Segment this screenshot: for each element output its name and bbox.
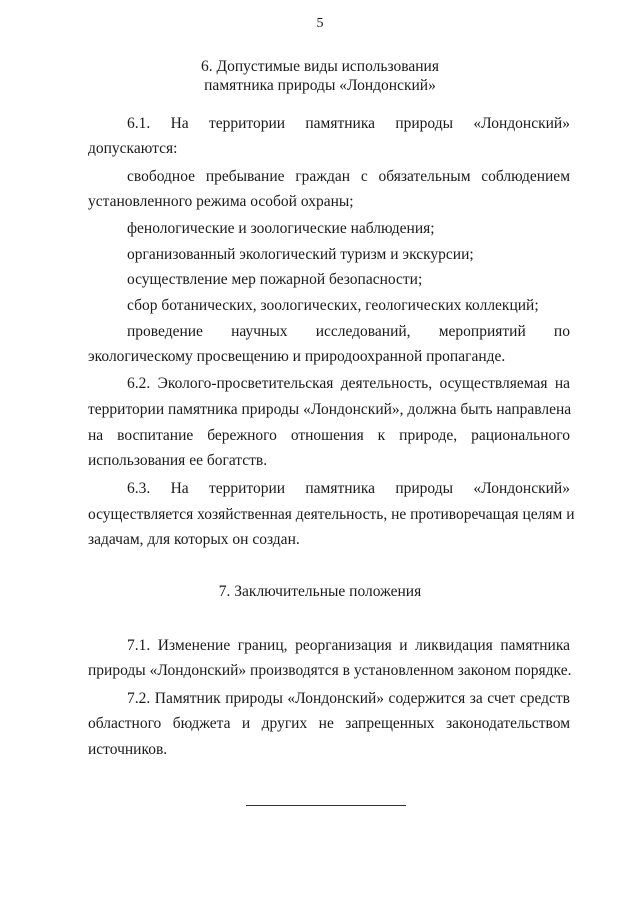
page-number: 5 — [316, 16, 324, 31]
word: исследований, — [315, 323, 411, 340]
word: проведение — [127, 323, 203, 340]
word: На — [170, 480, 189, 497]
word: природы — [395, 115, 454, 132]
word: 6.1. — [127, 115, 151, 132]
section-7-heading: 7. Заключительные положения — [218, 583, 422, 600]
section-6-title-line-2: памятника природы «Лондонский» — [204, 77, 436, 94]
list-item-6-line-1 — [127, 322, 570, 342]
paragraph-6-3-line-1 — [127, 479, 570, 499]
paragraph-6-3-line-3: задачам, для которых он создан. — [88, 531, 300, 548]
paragraph-6-2-line-3: на воспитание бережного отношения к природе, рационального — [88, 427, 570, 444]
word: На — [170, 115, 189, 132]
word: памятника — [305, 480, 376, 497]
word: природы — [395, 480, 454, 497]
word: 6.3. — [127, 480, 151, 497]
word: «Лондонский» — [473, 480, 570, 497]
paragraph-6-1-line-2: допускаются: — [88, 140, 178, 157]
section-6-heading — [0, 57, 640, 95]
paragraph-6-3-line-2: осуществляется хозяйственная деятельность, не противоречащая целям и — [88, 506, 575, 523]
list-item-3: организованный экологический туризм и экскурсии; — [127, 246, 474, 263]
word: территории — [208, 115, 286, 132]
paragraph-7-1-line-1: 7.1. Изменение границ, реорганизация и ликвидация памятника — [127, 637, 570, 654]
paragraph-7-2-line-3: источников. — [88, 741, 168, 758]
word: научных — [231, 323, 288, 340]
list-item-2: фенологические и зоологические наблюдения; — [127, 220, 435, 237]
list-item-6-line-2: экологическому просвещению и природоохранной пропаганде. — [88, 348, 506, 365]
section-6-title-line-1: 6. Допустимые виды использования — [201, 58, 439, 75]
paragraph-6-1-line-1 — [127, 114, 570, 134]
paragraph-6-2-line-1: 6.2. Эколого-просветительская деятельность, осуществляемая на — [127, 375, 570, 392]
list-item-5: сбор ботанических, зоологических, геологических коллекций; — [127, 297, 539, 314]
word: памятника — [305, 115, 376, 132]
paragraph-6-2-line-2: территории памятника природы «Лондонский», должна быть направлена — [88, 401, 572, 418]
list-item-1-line-2: установленного режима особой охраны; — [88, 193, 354, 210]
closing-rule — [246, 805, 406, 806]
paragraph-6-2-line-4: использования ее богатств. — [88, 452, 268, 469]
paragraph-7-1-line-2: природы «Лондонский» производятся в установленном законом порядке. — [88, 662, 572, 679]
list-item-4: осуществление мер пожарной безопасности; — [127, 271, 423, 288]
paragraph-7-2-line-1: 7.2. Памятник природы «Лондонский» содержится за счет средств — [127, 690, 570, 707]
paragraph-7-2-line-2: областного бюджета и других не запрещенных законодательством — [88, 715, 570, 732]
word: мероприятий — [438, 323, 526, 340]
word: по — [553, 323, 570, 340]
word: территории — [208, 480, 286, 497]
word: «Лондонский» — [473, 115, 570, 132]
list-item-1-line-1: свободное пребывание граждан с обязательным соблюдением — [127, 168, 570, 185]
